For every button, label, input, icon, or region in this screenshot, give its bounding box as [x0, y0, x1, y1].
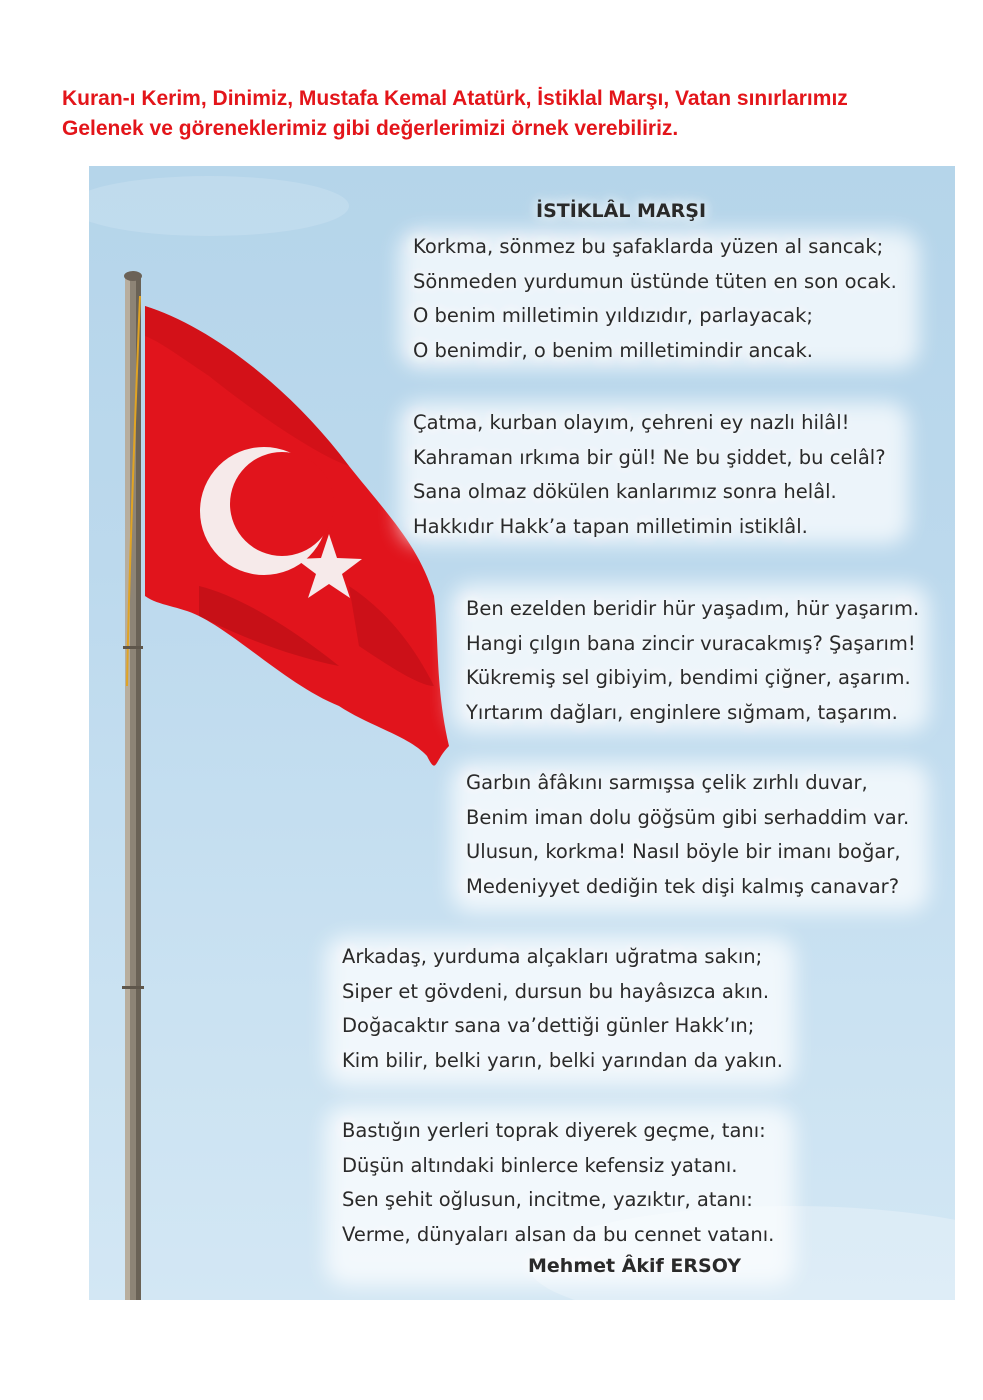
poem-line: O benimdir, o benim milletimindir ancak. [413, 338, 813, 362]
stanza-5 [342, 940, 783, 1078]
poem-line: Sönmeden yurdumun üstünde tüten en son ocak. [413, 269, 897, 293]
poem-line: Kükremiş sel gibiyim, bendimi çiğner, aşarım. [466, 666, 911, 689]
poem-line: Doğacaktır sana va’dettiği günler Hakk’ın; [342, 1014, 755, 1037]
poem-title: İSTİKLÂL MARŞI [536, 200, 707, 222]
stanza-3 [466, 592, 919, 730]
poem-line: Hangi çılgın bana zincir vuracakmış? Şaşarım! [466, 631, 916, 655]
poem-line: O benim milletimin yıldızıdır, parlayacak; [413, 304, 813, 327]
poem-line: Siper et gövdeni, dursun bu hayâsızca akın. [342, 979, 770, 1003]
flagpole-icon [122, 271, 144, 1300]
poem-line: Düşün altındaki binlerce kefensiz yatanı. [342, 1153, 738, 1177]
poem-author: Mehmet Âkif ERSOY [528, 1255, 741, 1277]
poem-line: Sen şehit oğlusun, incitme, yazıktır, atanı: [342, 1188, 753, 1211]
poem-line: Hakkıdır Hakk’a tapan milletimin istiklâl. [413, 514, 808, 538]
poem-line: Kahraman ırkıma bir gül! Ne bu şiddet, bu celâl? [413, 445, 886, 469]
header-line-1: Kuran-ı Kerim, Dinimiz, Mustafa Kemal Atatürk, İstiklal Marşı, Vatan sınırlarımız [62, 87, 848, 110]
poem-line: Yırtarım dağları, enginlere sığmam, taşarım. [466, 700, 898, 724]
poem-line: Medeniyyet dediğin tek dişi kalmış canavar? [466, 874, 900, 898]
header-text [62, 84, 952, 144]
poem-line: Sana olmaz dökülen kanlarımız sonra helâl. [413, 480, 837, 503]
stanza-1 [413, 230, 897, 368]
poem-line: Benim iman dolu göğsüm gibi serhaddim var. [466, 805, 910, 829]
stanza-6 [342, 1114, 774, 1252]
header-line-2: Gelenek ve göreneklerimiz gibi değerlerimizi örnek verebiliriz. [62, 117, 679, 140]
stanza-2 [413, 406, 886, 544]
stanza-4 [466, 766, 909, 904]
poem-line: Ulusun, korkma! Nasıl böyle bir imanı boğar, [466, 840, 901, 863]
poem-line: Korkma, sönmez bu şafaklarda yüzen al sancak; [413, 235, 884, 258]
poem-line: Arkadaş, yurduma alçakları uğratma sakın; [342, 945, 763, 968]
poem-line: Garbın âfâkını sarmışsa çelik zırhlı duvar, [466, 771, 868, 794]
poem-line: Kim bilir, belki yarın, belki yarından da yakın. [342, 1048, 783, 1072]
poem-line: Çatma, kurban olayım, çehreni ey nazlı hilâl! [413, 411, 850, 434]
poem-line: Ben ezelden beridir hür yaşadım, hür yaşarım. [466, 597, 920, 620]
poem-line: Bastığın yerleri toprak diyerek geçme, tanı: [342, 1119, 766, 1142]
poem-line: Verme, dünyaları alsan da bu cennet vatanı. [342, 1222, 775, 1246]
